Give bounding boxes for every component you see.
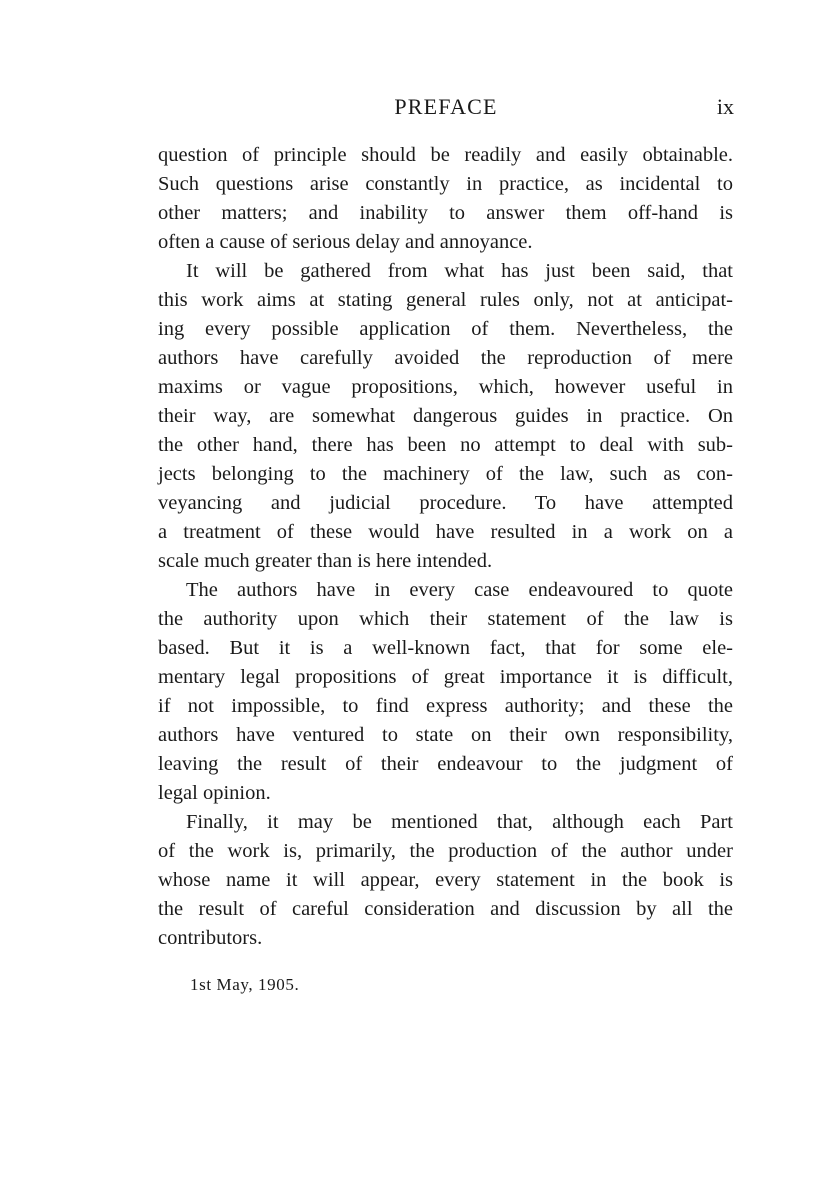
text-line: It will be gathered from what has just been said, that	[186, 260, 733, 282]
text-line: leaving the result of their endeavour to the judgment of	[158, 753, 733, 775]
text-line: their way, are somewhat dangerous guides in practice. On	[158, 405, 733, 427]
text-line: veyancing and judicial procedure. To have attempted	[158, 492, 733, 514]
text-line: this work aims at stating general rules only, not at anticipat-	[158, 289, 733, 311]
text-line: The authors have in every case endeavoured to quote	[186, 579, 733, 601]
text-line: the other hand, there has been no attempt to deal with sub-	[158, 434, 733, 456]
text-line: the authority upon which their statement of the law is	[158, 608, 733, 630]
text-line: the result of careful consideration and discussion by all the	[158, 898, 733, 920]
text-line: mentary legal propositions of great importance it is difficult,	[158, 666, 733, 688]
text-line: scale much greater than is here intended.	[158, 550, 493, 572]
page-title: PREFACE	[394, 94, 498, 119]
paragraph	[158, 576, 733, 808]
page-number: ix	[716, 94, 734, 119]
text-line: authors have ventured to state on their own responsibility,	[158, 724, 733, 746]
preface-body	[158, 141, 733, 953]
text-line: based. But it is a well-known fact, that for some ele-	[158, 637, 733, 659]
paragraph	[158, 141, 733, 257]
text-line: jects belonging to the machinery of the law, such as con-	[158, 463, 733, 485]
text-line: other matters; and inability to answer them off-hand is	[158, 202, 733, 224]
text-line: maxims or vague propositions, which, however useful in	[158, 376, 733, 398]
text-line: authors have carefully avoided the reproduction of mere	[158, 347, 733, 369]
text-line: Finally, it may be mentioned that, although each Part	[186, 811, 733, 833]
running-head	[158, 94, 734, 124]
paragraph	[158, 808, 733, 953]
text-line: if not impossible, to find express authority; and these the	[158, 695, 733, 717]
text-line: whose name it will appear, every statement in the book is	[158, 869, 733, 891]
paragraph	[158, 257, 733, 576]
text-line: of the work is, primarily, the production of the author under	[158, 840, 733, 862]
text-line: a treatment of these would have resulted in a work on a	[158, 521, 733, 543]
text-line: contributors.	[158, 927, 263, 949]
preface-date: 1st May, 1905.	[190, 975, 300, 994]
text-line: legal opinion.	[158, 782, 271, 804]
text-line: Such questions arise constantly in practice, as incidental to	[158, 173, 733, 195]
text-line: question of principle should be readily and easily obtainable.	[158, 144, 733, 166]
text-line: ing every possible application of them. Nevertheless, the	[158, 318, 733, 340]
text-line: often a cause of serious delay and annoyance.	[158, 231, 533, 253]
